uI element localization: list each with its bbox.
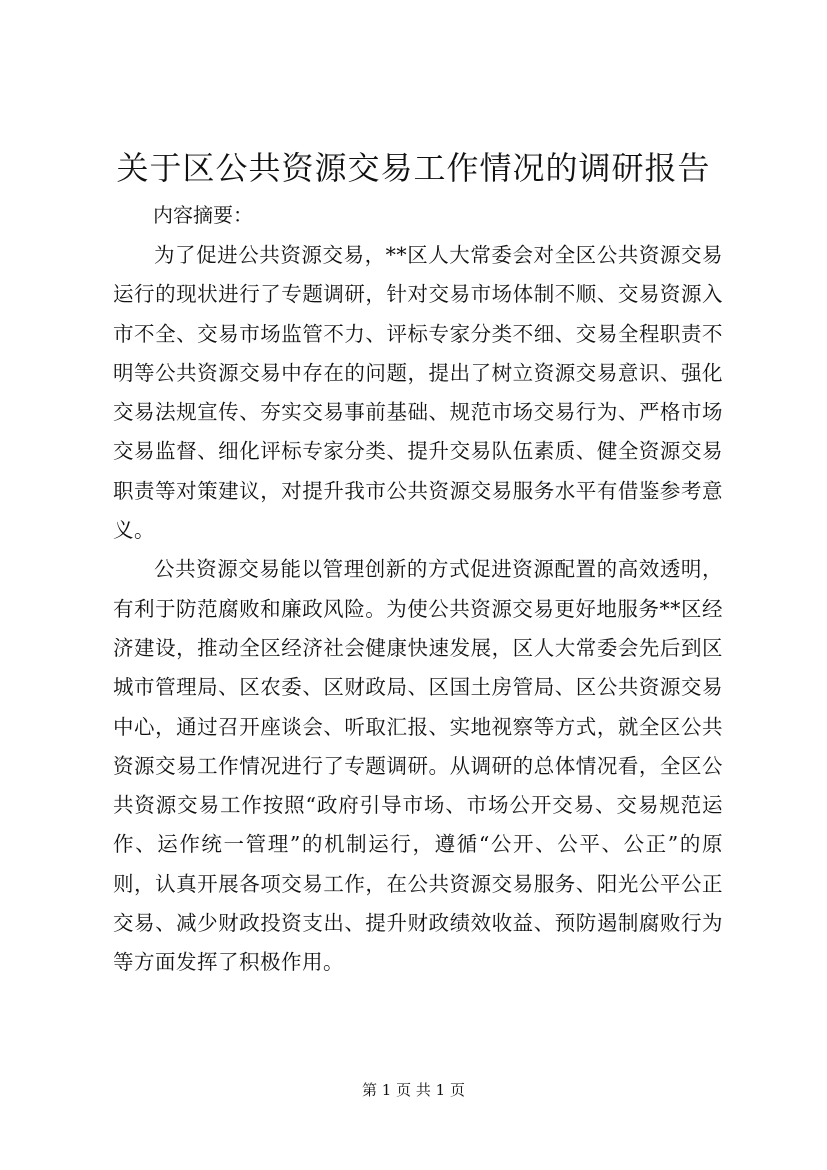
- document-body: [113, 200, 723, 983]
- abstract-paragraph: 为了促进公共资源交易，**区人大常委会对全区公共资源交易运行的现状进行了专题调研，针对交易市场体制不顺、交易资源入市不全、交易市场监管不力、评标专家分类不细、交易全程职责不明等公共资源交易中存在的问题，提出了树立资源交易意识、强化交易法规宣传、夯实交易事前基础、规范市场交易行为、严格市场交易监督、细化评标专家分类、提升交易队伍素质、健全资源交易职责等对策建议，对提升我市公共资源交易服务水平有借鉴参考意义。: [113, 243, 723, 543]
- abstract-label: 内容摘要：: [153, 203, 253, 227]
- body-paragraph: 公共资源交易能以管理创新的方式促进资源配置的高效透明，有利于防范腐败和廉政风险。为使公共资源交易更好地服务**区经济建设，推动全区经济社会健康快速发展，区人大常委会先后到区城市管理局、区农委、区财政局、区国土房管局、区公共资源交易中心，通过召开座谈会、听取汇报、实地视察等方式，就全区公共资源交易工作情况进行了专题调研。从调研的总体情况看，全区公共资源交易工作按照“政府引导市场、市场公开交易、交易规范运作、运作统一管理”的机制运行，遵循“公开、公平、公正”的原则，认真开展各项交易工作，在公共资源交易服务、阳光公平公正交易、减少财政投资支出、提升财政绩效收益、预防遏制腐败行为等方面发挥了积极作用。: [113, 557, 723, 975]
- page-footer: 第 1 页 共 1 页: [362, 1081, 465, 1099]
- document-title: 关于区公共资源交易工作情况的调研报告: [116, 149, 711, 187]
